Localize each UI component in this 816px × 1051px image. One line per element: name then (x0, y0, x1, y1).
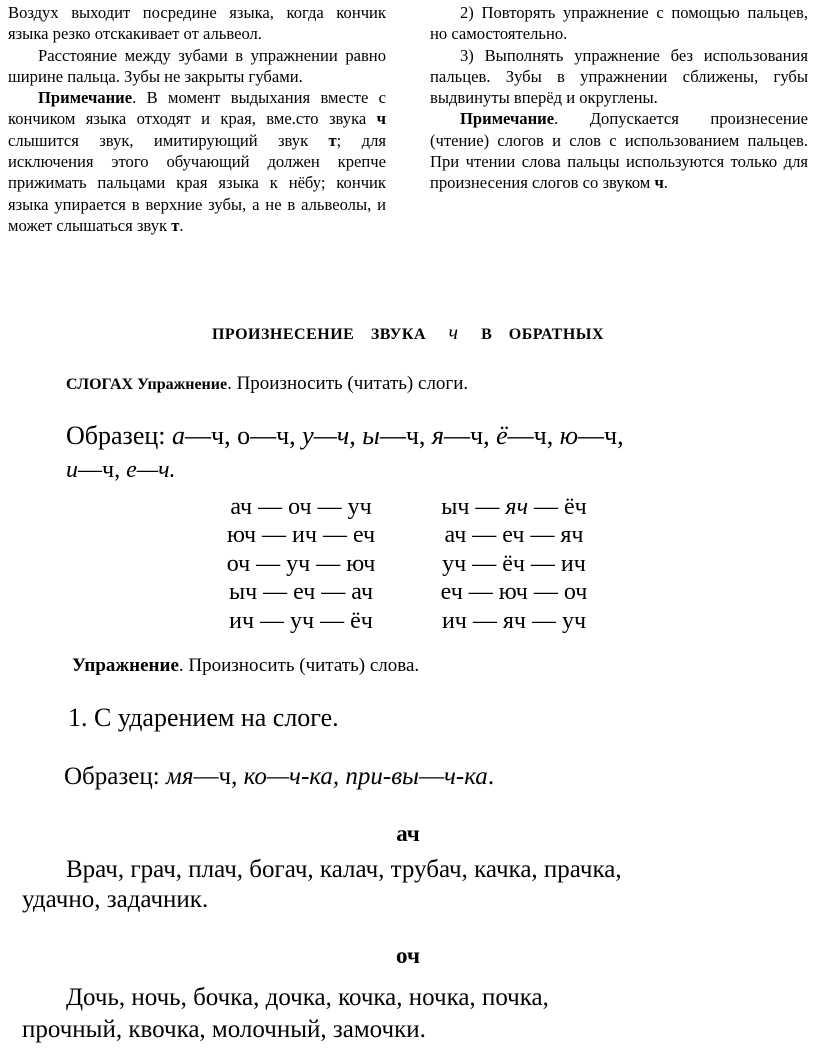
note-paragraph (8, 87, 386, 236)
left-column (8, 2, 386, 236)
text: . (663, 173, 668, 193)
syllable-row: юч — ич — еч (226, 522, 376, 549)
sample-italic: у—ч, ы (302, 421, 380, 450)
sample-line (66, 421, 624, 451)
heading-word: В (481, 326, 493, 343)
syllable-row (424, 493, 604, 521)
text: слышится звук, имитирующий звук (8, 130, 329, 150)
note-label: Примечание (460, 109, 555, 129)
word-list-line: прочный, квочка, молочный, замочки. (22, 1016, 426, 1043)
syllable-column-right (424, 493, 604, 635)
numbered-item: 1. С ударением на слоге. (68, 703, 339, 732)
sample-italic: ко—ч-ка, при-вы (243, 763, 419, 790)
syllable-row: оч — уч — юч (226, 550, 376, 577)
letter: ч (376, 109, 386, 129)
letter: ч (654, 173, 664, 193)
sample-label: Образец: (66, 421, 172, 450)
sample-text: —ч, (507, 421, 560, 450)
exercise-text: . Произносить (читать) слоги. (227, 373, 469, 394)
right-column (430, 2, 808, 194)
syllable-row: еч — юч — оч (440, 579, 588, 606)
paragraph: Расстояние между зубами в упражнении равно ширине пальца. Зубы не закрыты губами. (8, 45, 386, 86)
sample-label: Образец: (64, 763, 166, 790)
sample-italic: ч-ка (443, 763, 488, 790)
syllable-row: ач — оч — уч (230, 494, 372, 520)
heading-letter: ч (448, 322, 459, 344)
sample-italic: я (431, 421, 444, 450)
sample-text: —ч, (578, 421, 624, 450)
text: . (179, 215, 184, 235)
sample-text: — (418, 763, 444, 790)
word-list-line: Дочь, ночь, бочка, дочка, кочка, ночка, почка, (66, 984, 549, 1011)
sample-italic: е—ч. (126, 457, 176, 483)
sample-text: —ч, (444, 421, 497, 450)
sample-line (64, 763, 494, 791)
letter: т (171, 215, 180, 235)
section-heading (0, 322, 816, 345)
syllable-text: ыч — (441, 494, 506, 520)
syllable-text: — ёч (528, 494, 587, 520)
group-title: ач (396, 821, 420, 846)
paragraph: Воздух выходит посредине языка, когда кончик языка резко отскакивает от альвеол. (8, 3, 386, 44)
syllable-italic: яч (505, 494, 529, 520)
note-paragraph (430, 108, 808, 193)
exercise-line (66, 373, 468, 395)
paragraph: 2) Повторять упражнение с помощью пальцев, но самостоятельно. (430, 3, 808, 44)
group-title: оч (396, 943, 420, 968)
word-list-line: Врач, грач, плач, богач, калач, трубач, качка, прачка, (66, 856, 622, 883)
heading-word: ОБРАТНЫХ (508, 326, 605, 343)
letter: т (328, 130, 337, 150)
sample-line-continued (66, 457, 176, 484)
syllable-row: ыч — еч — ач (228, 579, 374, 606)
syllable-row: уч — ёч — ич (442, 550, 586, 577)
heading-word: ЗВУКА (370, 326, 427, 343)
sample-italic: а (172, 421, 185, 450)
exercise-line (72, 655, 419, 677)
heading-word: ПРОИЗНЕСЕНИЕ (211, 326, 355, 343)
sample-italic: ё (496, 421, 508, 450)
exercise-label: СЛОГАХ Упражнение (66, 376, 228, 393)
sample-items (172, 421, 624, 450)
syllable-row: ич — яч — уч (441, 607, 587, 634)
syllable-row: ач — еч — яч (444, 522, 584, 549)
exercise-label: Упражнение (72, 655, 179, 676)
sample-text: о—ч, (237, 421, 303, 450)
syllable-row: ич — уч — ёч (229, 607, 373, 634)
paragraph: 3) Выполнять упражнение без использования пальцев. Зубы в упражнении сближены, губы выдвинуты вперёд и округлены. (430, 45, 808, 108)
exercise-text: . Произносить (читать) слова. (178, 655, 420, 676)
text: . В момент выдыхания вместе с кончиком языка отходят и края, вме.сто звука (8, 88, 386, 129)
sample-text: —ч, (193, 763, 244, 790)
sample-text: —ч, (185, 421, 238, 450)
sample-italic: ю (559, 421, 579, 450)
sample-italic: мя (165, 763, 194, 790)
text: . Допускается произнесение (чтение) слогов и слов с использованием пальцев. При чтении слова пальцы используются только для произнесения слогов со звуком (430, 109, 808, 193)
text: ; для исключения этого обучающий должен крепче прижимать пальцами края языка к нёбу; кончик языка упирается в верхние зубы, а не в альвеолы, и может слышаться звук (8, 130, 386, 235)
sample-text: —ч, (379, 421, 432, 450)
sample-text: —ч, (78, 457, 127, 483)
syllable-column-left (196, 493, 406, 635)
word-list-line: удачно, задачник. (22, 886, 209, 913)
sample-text: . (487, 763, 495, 790)
note-label: Примечание (38, 88, 133, 108)
sample-italic: и (66, 457, 78, 483)
